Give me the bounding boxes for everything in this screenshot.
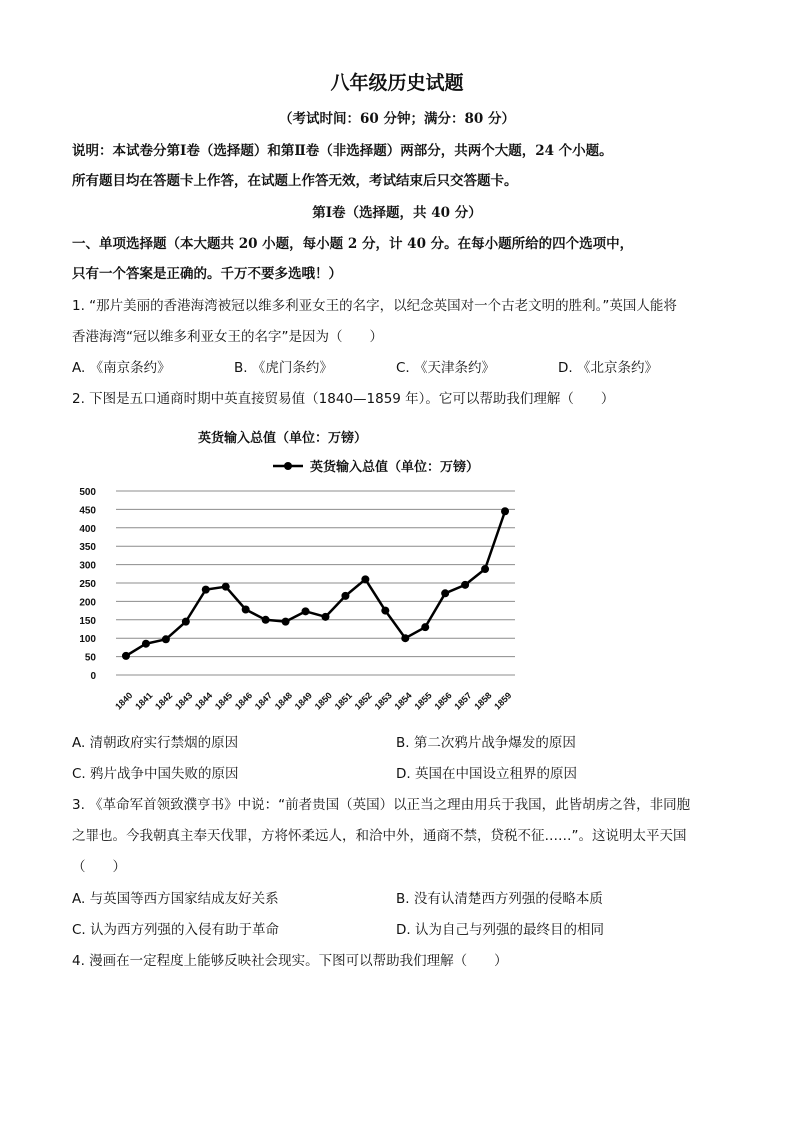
data-point xyxy=(441,589,449,597)
q3-option-b: B. 没有认清楚西方列强的侵略本质 xyxy=(396,891,603,907)
q3-stem-line-1: 3. 《革命军首领致濮亨书》中说：“前者贵国（英国）以正当之理由用兵于我国，此皆胡虏之咎，非同胞 xyxy=(72,797,691,813)
x-tick-label: 1859 xyxy=(492,690,514,712)
q1-option-b: B. 《虎门条约》 xyxy=(234,360,333,376)
y-tick-label: 200 xyxy=(79,597,96,609)
data-point xyxy=(182,618,190,626)
data-point xyxy=(242,605,250,613)
x-tick-label: 1858 xyxy=(472,690,494,712)
x-tick-label: 1851 xyxy=(332,690,354,712)
x-tick-label: 1842 xyxy=(153,690,175,712)
q1-option-a: A. 《南京条约》 xyxy=(72,360,171,376)
chart-series xyxy=(122,507,509,660)
q1-stem-line-1: 1. “那片美丽的香港海湾被冠以维多利亚女王的名字，以纪念英国对一个古老文明的胜利。”英国人能将 xyxy=(72,298,677,314)
instructions-line-1: 说明：本试卷分第Ⅰ卷（选择题）和第Ⅱ卷（非选择题）两部分，共两个大题，24 个小题。 xyxy=(72,143,613,159)
data-point xyxy=(501,507,509,515)
x-tick-label: 1846 xyxy=(232,690,255,712)
data-point xyxy=(461,581,469,589)
data-point xyxy=(341,592,349,600)
chart-legend xyxy=(273,459,479,474)
y-tick-label: 100 xyxy=(79,634,96,646)
legend-label: 英货输入总值（单位：万镑） xyxy=(310,459,480,474)
y-tick-label: 0 xyxy=(90,671,96,682)
exam-info: （考试时间：60 分钟；满分：80 分） xyxy=(279,111,515,127)
x-tick-label: 1852 xyxy=(352,690,374,712)
data-point xyxy=(202,586,210,594)
data-point xyxy=(321,613,329,621)
data-point xyxy=(122,652,130,660)
data-point xyxy=(381,607,389,615)
q1-option-d: D. 《北京条约》 xyxy=(558,360,658,376)
x-axis-ticks xyxy=(113,690,513,711)
x-tick-label: 1855 xyxy=(412,690,434,712)
q2-option-b: B. 第二次鸦片战争爆发的原因 xyxy=(396,735,576,751)
data-point xyxy=(361,575,369,583)
data-point xyxy=(142,640,150,648)
q3-stem-line-3: （ ） xyxy=(72,859,126,875)
y-tick-label: 50 xyxy=(84,652,96,664)
data-point xyxy=(282,618,290,626)
x-tick-label: 1856 xyxy=(432,690,454,712)
x-tick-label: 1847 xyxy=(252,690,275,712)
x-tick-label: 1850 xyxy=(312,690,334,712)
y-tick-label: 350 xyxy=(79,542,96,554)
x-tick-label: 1857 xyxy=(452,690,474,712)
q2-stem-line-1: 2. 下图是五口通商时期中英直接贸易值（1840—1859 年）。它可以帮助我们理解（ ） xyxy=(72,391,615,407)
x-tick-label: 1853 xyxy=(372,690,394,712)
series-line xyxy=(126,511,505,656)
y-tick-label: 500 xyxy=(79,487,96,498)
x-tick-label: 1849 xyxy=(292,690,315,712)
part-heading: 第Ⅰ卷（选择题，共 40 分） xyxy=(312,205,482,221)
y-tick-label: 300 xyxy=(79,560,96,572)
q3-stem-line-2: 之罪也。今我朝真主奉天伐罪，方将怀柔远人，和洽中外，通商不禁，贷税不征……”。这说明太平天国 xyxy=(72,828,687,844)
section-heading-line-1: 一、单项选择题（本大题共 20 小题，每小题 2 分，计 40 分。在每小题所给的四个选项中， xyxy=(72,236,634,252)
q2-option-d: D. 英国在中国设立租界的原因 xyxy=(396,766,577,782)
data-point xyxy=(262,616,270,624)
chart-gridlines xyxy=(116,491,515,675)
y-tick-label: 250 xyxy=(79,579,96,590)
data-point xyxy=(401,634,409,642)
q3-option-c: C. 认为西方列强的入侵有助于革命 xyxy=(72,922,280,938)
section-heading-line-2: 只有一个答案是正确的。千万不要多选哦！） xyxy=(72,266,342,282)
q4-stem-line-1: 4. 漫画在一定程度上能够反映社会现实。下图可以帮助我们理解（ ） xyxy=(72,953,508,969)
y-tick-label: 450 xyxy=(79,505,96,517)
x-tick-label: 1848 xyxy=(272,690,295,712)
q3-option-d: D. 认为自己与列强的最终目的相同 xyxy=(396,922,604,938)
x-tick-label: 1841 xyxy=(133,690,155,712)
q1-stem-line-2: 香港海湾“冠以维多利亚女王的名字”是因为（ ） xyxy=(72,329,383,345)
instructions-line-2: 所有题目均在答题卡上作答，在试题上作答无效，考试结束后只交答题卡。 xyxy=(72,173,518,189)
q2-option-a: A. 清朝政府实行禁烟的原因 xyxy=(72,735,239,751)
x-tick-label: 1840 xyxy=(113,690,135,712)
data-point xyxy=(481,565,489,573)
chart-title: 英货输入总值（单位：万镑） xyxy=(198,430,368,445)
page-title: 八年级历史试题 xyxy=(330,72,464,94)
y-axis-ticks xyxy=(79,487,96,682)
data-point xyxy=(421,623,429,631)
q2-option-c: C. 鸦片战争中国失败的原因 xyxy=(72,766,239,782)
data-point xyxy=(162,635,170,643)
y-tick-label: 400 xyxy=(79,523,96,535)
y-tick-label: 150 xyxy=(79,615,96,627)
legend-marker xyxy=(284,462,292,470)
x-tick-label: 1843 xyxy=(173,690,195,712)
x-tick-label: 1854 xyxy=(392,690,414,712)
data-point xyxy=(302,607,310,615)
data-point xyxy=(222,583,230,591)
x-tick-label: 1844 xyxy=(193,690,215,712)
q3-option-a: A. 与英国等西方国家结成友好关系 xyxy=(72,891,279,907)
x-tick-label: 1845 xyxy=(212,690,235,712)
trade-value-line-chart xyxy=(60,420,540,720)
q1-option-c: C. 《天津条约》 xyxy=(396,360,496,376)
